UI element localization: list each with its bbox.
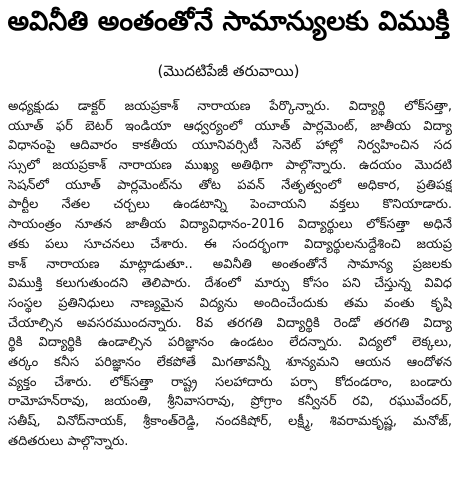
article-line: విముక్తి కలుగుతుందని తెలిపారు. దేశంలో మార్పు కోసం పని చేస్తున్న వివిధ: [8, 276, 452, 292]
article-line: అధ్యక్షుడు డాక్టర్ జయప్రకాశ్ నారాయణ పేర్కొన్నారు. విద్యార్థి లోక్‌సత్తా,: [8, 99, 452, 114]
article-line: రామోహన్‌రావు, జయంతి, శ్రీనివాసరావు, ప్రోగ్రాం కన్వీనర్ రవి, రఘువేందర్,: [8, 394, 452, 410]
article-line: తకు పలు సూచనలు చేశారు. ఈ సందర్భంగా విద్యార్థులనుద్దేశించి జయప్ర: [8, 236, 452, 252]
article-line: యూత్ ఫర్ బెటర్ ఇండియా ఆధ్వర్యంలో యూత్ పార్లమెంట్, జాతీయ విద్యా: [8, 118, 452, 134]
article-line: కాశ్ నారాయణ మాట్లాడుతూ.. అవినీతి అంతంతోనే సామాన్య ప్రజలకు: [8, 256, 452, 272]
article-headline: అవినీతి అంతంతోనే సామాన్యులకు విముక్తి: [7, 6, 450, 37]
article-line: సాయంత్రం నూతన జాతీయ విద్యావిధానం-2016 విద్యార్థులు లోక్‌సత్తా అధినే: [8, 217, 452, 233]
article-line: ర్థికి విద్యార్థికి ఉండాల్సిన పరిజ్ఞానం ఉండటం లేదన్నారు. విద్యలో లెక్కలు,: [8, 335, 452, 351]
article-line: విధానంపై ఆదివారం కాకతీయ యూనివర్సిటీ సెనెట్ హాల్లో నిర్వహించిన సద: [8, 138, 452, 154]
article-line: పార్టీల నేతల చర్చలు ఉండటాన్ని పెంచాయని వక్తలు కొనియాడారు.: [8, 197, 452, 213]
article-line: సతీష్, వినోద్‌నాయక్, శ్రీకాంత్‌రెడ్డి, నందకిషోర్, లక్ష్మీ, శివరామకృష్ణ, మనోజ్,: [8, 414, 452, 429]
article-body: [8, 97, 452, 451]
article-line: తదితరులు పాల్గొన్నారు.: [8, 433, 129, 449]
article-line: చేయాల్సిన అవసరముందన్నారు. 8వ తరగతి విద్యార్థికి రెండో తరగతి విద్యా: [8, 315, 452, 331]
article-line: సెషన్‌లో యూత్ పార్లమెంట్‌ను తోట పవన్ నేతృత్వంలో అధికార, ప్రతిపక్ష: [8, 177, 452, 193]
article-line: తర్కం కనీస పరిజ్ఞానం లేకపోతే మిగతావన్నీ శూన్యమని ఆయన ఆందోళన: [8, 354, 452, 370]
article-line: సంస్థల ప్రతినిధులు నాణ్యమైన విద్యను అందించేందుకు తమ వంతు కృషి: [8, 295, 452, 311]
continuation-note: (మొదటిపేజీ తరువాయి): [157, 62, 300, 80]
article-line: వ్యక్తం చేశారు. లోక్‌సత్తా రాష్ట్ర సలహాదారు పర్సా కోదండరాం, బండారు: [8, 374, 452, 390]
article-line: స్సులో జయప్రకాశ్ నారాయణ ముఖ్య అతిథిగా పాల్గొన్నారు. ఉదయం మొదటి: [8, 158, 452, 174]
